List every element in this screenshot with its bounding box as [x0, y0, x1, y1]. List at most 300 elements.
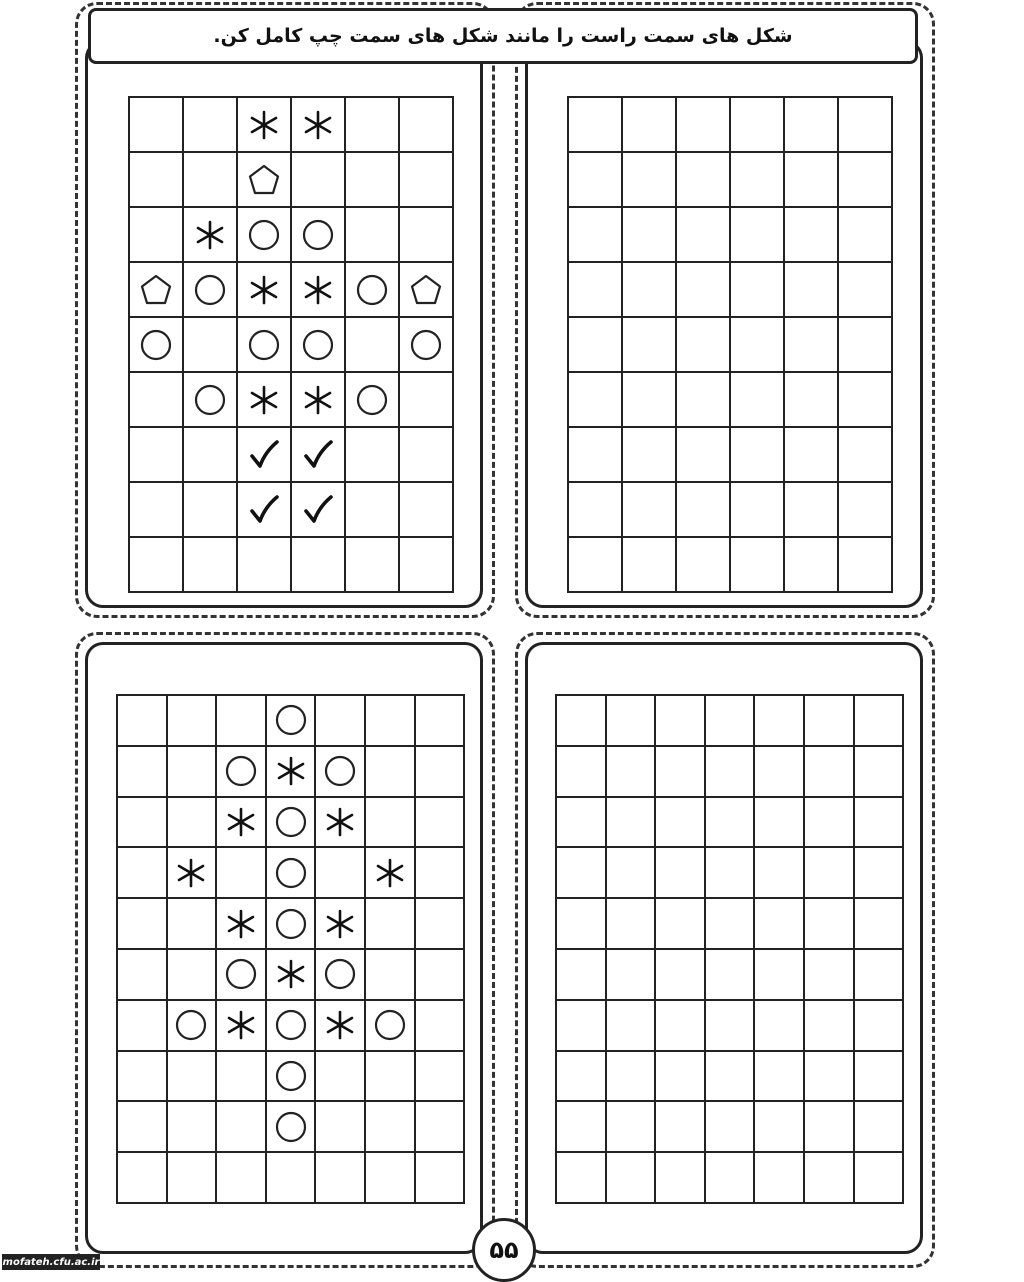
grid-cell: [291, 262, 345, 317]
circle-icon: [301, 328, 335, 362]
grid-cell[interactable]: [730, 317, 784, 372]
grid-cell: [415, 949, 465, 1000]
grid-cell: [345, 207, 399, 262]
grid-cell[interactable]: [705, 1152, 755, 1203]
grid-cell: [345, 482, 399, 537]
grid-cell: [291, 427, 345, 482]
grid-cell: [365, 949, 415, 1000]
grid-cell[interactable]: [730, 152, 784, 207]
grid-cell[interactable]: [556, 1000, 606, 1051]
grid-cell: [399, 262, 453, 317]
grid-cell[interactable]: [622, 482, 676, 537]
grid-cell[interactable]: [622, 207, 676, 262]
grid-cell: [345, 372, 399, 427]
grid-cell: [129, 152, 183, 207]
grid-cell: [167, 1051, 217, 1102]
answer-grid-bottom[interactable]: [555, 694, 904, 1204]
grid-cell[interactable]: [705, 949, 755, 1000]
grid-cell[interactable]: [838, 372, 892, 427]
circle-icon: [174, 1008, 208, 1042]
grid-cell: [183, 207, 237, 262]
grid-cell[interactable]: [784, 537, 838, 592]
grid-cell: [399, 207, 453, 262]
grid-cell[interactable]: [655, 1000, 705, 1051]
circle-icon: [247, 218, 281, 252]
grid-cell[interactable]: [568, 427, 622, 482]
grid-cell[interactable]: [854, 746, 904, 797]
grid-cell[interactable]: [854, 1000, 904, 1051]
grid-cell[interactable]: [784, 482, 838, 537]
grid-cell[interactable]: [556, 695, 606, 746]
grid-cell: [237, 537, 291, 592]
star-icon: [323, 805, 357, 839]
grid-cell[interactable]: [622, 427, 676, 482]
grid-cell[interactable]: [838, 262, 892, 317]
grid-cell[interactable]: [568, 97, 622, 152]
answer-grid-bottom-row: [556, 1152, 903, 1203]
grid-cell[interactable]: [804, 847, 854, 898]
grid-cell: [117, 949, 167, 1000]
circle-icon: [193, 273, 227, 307]
grid-cell: [415, 1000, 465, 1051]
circle-icon: [274, 1008, 308, 1042]
star-icon: [301, 108, 335, 142]
grid-cell[interactable]: [754, 746, 804, 797]
grid-cell[interactable]: [655, 1152, 705, 1203]
grid-cell[interactable]: [655, 847, 705, 898]
grid-cell[interactable]: [556, 1101, 606, 1152]
grid-cell: [167, 898, 217, 949]
star-icon: [274, 754, 308, 788]
grid-cell: [216, 797, 266, 848]
grid-cell: [345, 317, 399, 372]
grid-cell[interactable]: [838, 317, 892, 372]
grid-cell[interactable]: [676, 97, 730, 152]
grid-cell: [345, 152, 399, 207]
grid-cell: [315, 1101, 365, 1152]
grid-cell: [345, 427, 399, 482]
grid-cell: [183, 537, 237, 592]
grid-cell: [365, 1051, 415, 1102]
pattern-grid-top-row: [129, 207, 453, 262]
page-number: ۵۵: [472, 1218, 536, 1282]
pentagon-icon: [139, 273, 173, 307]
grid-cell[interactable]: [556, 1051, 606, 1102]
grid-cell[interactable]: [705, 746, 755, 797]
grid-cell: [415, 1101, 465, 1152]
star-icon: [323, 1008, 357, 1042]
star-icon: [224, 907, 258, 941]
grid-cell[interactable]: [606, 847, 656, 898]
grid-cell[interactable]: [804, 1101, 854, 1152]
watermark: mofateh.cfu.ac.ir: [2, 1254, 100, 1270]
grid-cell[interactable]: [838, 427, 892, 482]
answer-grid-bottom-row: [556, 949, 903, 1000]
grid-cell[interactable]: [854, 898, 904, 949]
grid-cell[interactable]: [568, 207, 622, 262]
pattern-grid-top-row: [129, 537, 453, 592]
grid-cell[interactable]: [754, 1101, 804, 1152]
answer-grid-top-row: [568, 207, 892, 262]
circle-icon: [274, 1110, 308, 1144]
grid-cell: [117, 1051, 167, 1102]
grid-cell[interactable]: [754, 847, 804, 898]
grid-cell[interactable]: [556, 847, 606, 898]
grid-cell[interactable]: [730, 372, 784, 427]
circle-icon: [274, 856, 308, 890]
grid-cell[interactable]: [804, 949, 854, 1000]
grid-cell[interactable]: [655, 898, 705, 949]
grid-cell: [216, 1000, 266, 1051]
pattern-grid-top-row: [129, 482, 453, 537]
grid-cell[interactable]: [754, 1051, 804, 1102]
grid-cell: [399, 317, 453, 372]
grid-cell: [183, 317, 237, 372]
grid-cell[interactable]: [622, 372, 676, 427]
grid-cell: [315, 797, 365, 848]
pentagon-icon: [247, 163, 281, 197]
star-icon: [301, 273, 335, 307]
grid-cell[interactable]: [804, 695, 854, 746]
grid-cell[interactable]: [754, 1000, 804, 1051]
grid-cell: [415, 898, 465, 949]
grid-cell[interactable]: [705, 847, 755, 898]
grid-cell[interactable]: [754, 1152, 804, 1203]
grid-cell[interactable]: [854, 1051, 904, 1102]
grid-cell[interactable]: [705, 1101, 755, 1152]
grid-cell[interactable]: [838, 152, 892, 207]
grid-cell: [315, 898, 365, 949]
pattern-grid-top-row: [129, 262, 453, 317]
star-icon: [193, 218, 227, 252]
grid-cell: [216, 1152, 266, 1203]
grid-cell[interactable]: [622, 317, 676, 372]
grid-cell[interactable]: [606, 1152, 656, 1203]
grid-cell[interactable]: [676, 262, 730, 317]
grid-cell[interactable]: [854, 695, 904, 746]
grid-cell[interactable]: [854, 797, 904, 848]
grid-cell[interactable]: [568, 537, 622, 592]
grid-cell[interactable]: [838, 97, 892, 152]
answer-grid-top-row: [568, 427, 892, 482]
grid-cell[interactable]: [838, 537, 892, 592]
grid-cell: [266, 898, 316, 949]
grid-cell: [117, 898, 167, 949]
grid-cell: [129, 427, 183, 482]
circle-icon: [224, 754, 258, 788]
pattern-grid-top: [128, 96, 454, 593]
grid-cell[interactable]: [854, 1152, 904, 1203]
grid-cell[interactable]: [655, 746, 705, 797]
grid-cell[interactable]: [705, 695, 755, 746]
grid-cell[interactable]: [568, 482, 622, 537]
grid-cell: [365, 1000, 415, 1051]
grid-cell: [129, 317, 183, 372]
grid-cell[interactable]: [676, 372, 730, 427]
grid-cell: [399, 97, 453, 152]
grid-cell[interactable]: [556, 898, 606, 949]
grid-cell[interactable]: [655, 797, 705, 848]
grid-cell[interactable]: [754, 898, 804, 949]
grid-cell: [216, 898, 266, 949]
grid-cell: [266, 695, 316, 746]
grid-cell[interactable]: [854, 1101, 904, 1152]
grid-cell: [365, 847, 415, 898]
pattern-grid-top-row: [129, 317, 453, 372]
grid-cell: [167, 797, 217, 848]
grid-cell: [183, 152, 237, 207]
pattern-grid-bottom-row: [117, 1000, 464, 1051]
grid-cell[interactable]: [568, 262, 622, 317]
grid-cell[interactable]: [804, 1000, 854, 1051]
grid-cell: [129, 482, 183, 537]
circle-icon: [409, 328, 443, 362]
grid-cell: [237, 317, 291, 372]
grid-cell[interactable]: [754, 797, 804, 848]
grid-cell: [291, 482, 345, 537]
grid-cell: [365, 1101, 415, 1152]
answer-grid-bottom-row: [556, 695, 903, 746]
grid-cell: [117, 695, 167, 746]
check-icon: [247, 493, 281, 527]
grid-cell: [167, 695, 217, 746]
check-icon: [301, 438, 335, 472]
grid-cell[interactable]: [854, 847, 904, 898]
grid-cell[interactable]: [705, 797, 755, 848]
star-icon: [301, 383, 335, 417]
answer-grid-top-row: [568, 152, 892, 207]
grid-cell: [291, 152, 345, 207]
grid-cell: [291, 372, 345, 427]
grid-cell[interactable]: [784, 427, 838, 482]
grid-cell: [345, 97, 399, 152]
grid-cell[interactable]: [838, 482, 892, 537]
circle-icon: [323, 754, 357, 788]
grid-cell[interactable]: [804, 1051, 854, 1102]
grid-cell: [237, 482, 291, 537]
grid-cell: [266, 949, 316, 1000]
grid-cell[interactable]: [705, 1051, 755, 1102]
grid-cell[interactable]: [655, 695, 705, 746]
grid-cell: [365, 695, 415, 746]
grid-cell[interactable]: [676, 537, 730, 592]
left-gutter: [0, 0, 10, 1280]
grid-cell: [315, 1000, 365, 1051]
grid-cell: [315, 1051, 365, 1102]
grid-cell[interactable]: [730, 427, 784, 482]
star-icon: [174, 856, 208, 890]
grid-cell[interactable]: [804, 898, 854, 949]
grid-cell[interactable]: [655, 949, 705, 1000]
answer-grid-bottom-row: [556, 797, 903, 848]
grid-cell: [237, 97, 291, 152]
instruction-title: شکل های سمت راست را مانند شکل های سمت چپ کامل کن.: [88, 8, 918, 64]
grid-cell: [237, 427, 291, 482]
grid-cell: [117, 797, 167, 848]
grid-cell[interactable]: [784, 262, 838, 317]
grid-cell[interactable]: [655, 1101, 705, 1152]
star-icon: [373, 856, 407, 890]
grid-cell[interactable]: [606, 797, 656, 848]
grid-cell[interactable]: [804, 746, 854, 797]
pattern-grid-bottom: [116, 694, 465, 1204]
grid-cell: [345, 262, 399, 317]
star-icon: [224, 1008, 258, 1042]
grid-cell[interactable]: [784, 317, 838, 372]
grid-cell[interactable]: [754, 695, 804, 746]
grid-cell: [216, 746, 266, 797]
circle-icon: [355, 383, 389, 417]
grid-cell[interactable]: [676, 152, 730, 207]
answer-grid-top-row: [568, 262, 892, 317]
grid-cell[interactable]: [556, 746, 606, 797]
grid-cell: [266, 1051, 316, 1102]
answer-grid-top-row: [568, 537, 892, 592]
grid-cell[interactable]: [838, 207, 892, 262]
grid-cell: [129, 207, 183, 262]
grid-cell[interactable]: [655, 1051, 705, 1102]
grid-cell[interactable]: [784, 152, 838, 207]
pattern-grid-bottom-row: [117, 695, 464, 746]
grid-cell: [315, 949, 365, 1000]
pattern-grid-bottom-row: [117, 898, 464, 949]
grid-cell[interactable]: [784, 372, 838, 427]
grid-cell: [216, 695, 266, 746]
pattern-grid-top-row: [129, 97, 453, 152]
grid-cell: [129, 537, 183, 592]
grid-cell: [415, 746, 465, 797]
grid-cell: [117, 1000, 167, 1051]
grid-cell[interactable]: [606, 1101, 656, 1152]
grid-cell: [365, 1152, 415, 1203]
grid-cell: [266, 746, 316, 797]
grid-cell: [399, 152, 453, 207]
grid-cell: [315, 1152, 365, 1203]
grid-cell[interactable]: [622, 152, 676, 207]
pattern-grid-top-row: [129, 372, 453, 427]
grid-cell: [291, 207, 345, 262]
grid-cell[interactable]: [622, 97, 676, 152]
grid-cell: [315, 746, 365, 797]
grid-cell: [291, 537, 345, 592]
grid-cell[interactable]: [854, 949, 904, 1000]
pattern-grid-bottom-row: [117, 1152, 464, 1203]
answer-grid-bottom-row: [556, 1101, 903, 1152]
grid-cell[interactable]: [754, 949, 804, 1000]
grid-cell[interactable]: [622, 537, 676, 592]
answer-grid-top[interactable]: [567, 96, 893, 593]
grid-cell: [315, 847, 365, 898]
grid-cell: [129, 97, 183, 152]
grid-cell: [345, 537, 399, 592]
grid-cell[interactable]: [676, 317, 730, 372]
grid-cell: [117, 746, 167, 797]
answer-grid-bottom-row: [556, 746, 903, 797]
grid-cell[interactable]: [568, 152, 622, 207]
pattern-grid-top-row: [129, 427, 453, 482]
grid-cell[interactable]: [730, 537, 784, 592]
grid-cell: [415, 847, 465, 898]
grid-cell: [415, 797, 465, 848]
grid-cell[interactable]: [784, 207, 838, 262]
grid-cell[interactable]: [556, 949, 606, 1000]
grid-cell: [129, 372, 183, 427]
grid-cell[interactable]: [730, 97, 784, 152]
circle-icon: [224, 957, 258, 991]
grid-cell: [266, 1152, 316, 1203]
grid-cell: [266, 1000, 316, 1051]
grid-cell[interactable]: [568, 317, 622, 372]
grid-cell: [399, 427, 453, 482]
check-icon: [247, 438, 281, 472]
grid-cell: [365, 898, 415, 949]
grid-cell[interactable]: [606, 1051, 656, 1102]
grid-cell[interactable]: [804, 1152, 854, 1203]
grid-cell[interactable]: [705, 898, 755, 949]
grid-cell: [183, 427, 237, 482]
grid-cell: [415, 1051, 465, 1102]
grid-cell[interactable]: [730, 207, 784, 262]
grid-cell[interactable]: [606, 695, 656, 746]
grid-cell: [167, 1101, 217, 1152]
grid-cell[interactable]: [804, 797, 854, 848]
grid-cell[interactable]: [730, 482, 784, 537]
grid-cell: [266, 1101, 316, 1152]
grid-cell: [183, 372, 237, 427]
grid-cell: [129, 262, 183, 317]
grid-cell: [237, 372, 291, 427]
grid-cell[interactable]: [622, 262, 676, 317]
grid-cell[interactable]: [606, 898, 656, 949]
circle-icon: [247, 328, 281, 362]
grid-cell: [415, 1152, 465, 1203]
grid-cell[interactable]: [730, 262, 784, 317]
star-icon: [247, 273, 281, 307]
star-icon: [323, 907, 357, 941]
grid-cell[interactable]: [556, 797, 606, 848]
circle-icon: [301, 218, 335, 252]
grid-cell[interactable]: [606, 1000, 656, 1051]
grid-cell: [415, 695, 465, 746]
grid-cell[interactable]: [676, 427, 730, 482]
grid-cell: [266, 847, 316, 898]
circle-icon: [274, 907, 308, 941]
grid-cell[interactable]: [556, 1152, 606, 1203]
star-icon: [247, 383, 281, 417]
circle-icon: [373, 1008, 407, 1042]
pentagon-icon: [409, 273, 443, 307]
grid-cell: [216, 1101, 266, 1152]
answer-grid-top-row: [568, 317, 892, 372]
circle-icon: [274, 703, 308, 737]
star-icon: [274, 957, 308, 991]
grid-cell[interactable]: [676, 207, 730, 262]
grid-cell[interactable]: [568, 372, 622, 427]
grid-cell[interactable]: [606, 949, 656, 1000]
grid-cell[interactable]: [606, 746, 656, 797]
grid-cell[interactable]: [784, 97, 838, 152]
answer-grid-top-row: [568, 372, 892, 427]
grid-cell: [167, 949, 217, 1000]
grid-cell[interactable]: [676, 482, 730, 537]
grid-cell: [117, 847, 167, 898]
circle-icon: [323, 957, 357, 991]
grid-cell: [183, 262, 237, 317]
grid-cell: [167, 1152, 217, 1203]
grid-cell: [183, 482, 237, 537]
circle-icon: [193, 383, 227, 417]
grid-cell[interactable]: [705, 1000, 755, 1051]
